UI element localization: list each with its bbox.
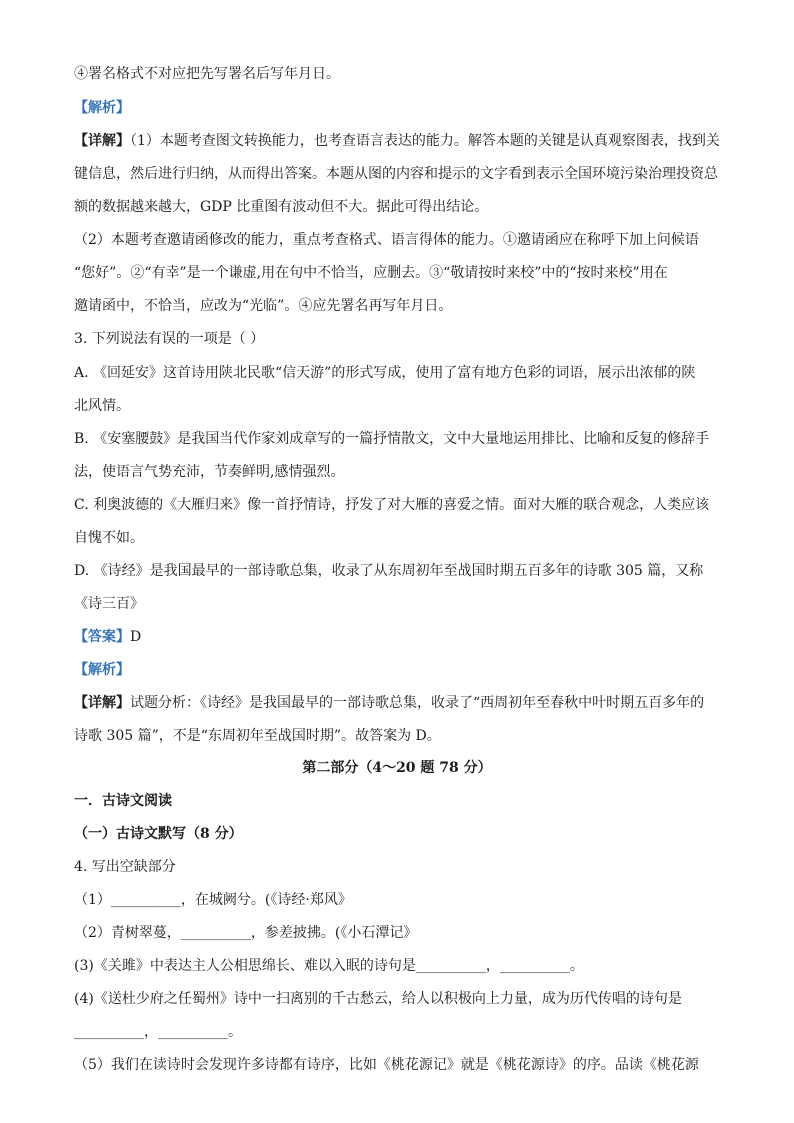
- text-line: “您好”。②“有幸”是一个谦虚,用在句中不恰当，应删去。③“敬请按时来校”中的“按时来校”用在: [74, 265, 668, 281]
- analysis-heading: 【解析】: [74, 100, 130, 116]
- option-b: B. 《安塞腰鼓》是我国当代作家刘成章写的一篇抒情散文，文中大量地运用排比、比喻和反复的修辞手: [74, 431, 710, 447]
- text-line: 法，使语言气势充沛，节奏鲜明,感情强烈。: [74, 464, 345, 480]
- subsection-heading: （一）古诗文默写（8 分）: [74, 826, 243, 842]
- text-line: 邀请函中，不恰当，应改为“光临”。④应先署名再写年月日。: [74, 298, 453, 314]
- text-line: （2）本题考查邀请函修改的能力，重点考查格式、语言得体的能力。①邀请函应在称呼下加上问候语: [74, 232, 699, 248]
- section-heading: 一．古诗文阅读: [74, 793, 172, 809]
- detail-tag: 【详解】: [74, 695, 130, 711]
- text-line: 键信息，然后进行归纳，从而得出答案。本题从图的内容和提示的文字看到表示全国环境污染治理投资总: [74, 166, 718, 182]
- text-line: [74, 693, 734, 713]
- blank-item-1: （1）__________，在城阙兮。(《诗经·郑风》: [74, 892, 352, 908]
- text-span: （1）本题考查图文转换能力，也考查语言表达的能力。解答本题的关键是认真观察图表，找到关: [130, 133, 720, 149]
- blank-item-4: (4)《送杜少府之任蜀州》诗中一扫离别的千古愁云，给人以积极向上力量，成为历代传唱的诗句是: [74, 991, 682, 1007]
- answer-value: D: [130, 629, 142, 645]
- text-line: ④署名格式不对应把先写署名后写年月日。: [74, 66, 340, 82]
- blank-item-2: （2）青树翠蔓，__________，参差披拂。(《小石潭记》: [74, 925, 418, 941]
- option-d: D. 《诗经》是我国最早的一部诗歌总集，收录了从东周初年至战国时期五百多年的诗歌 305 篇，又称: [74, 563, 704, 579]
- option-a: A. 《回延安》这首诗用陕北民歌“信天游”的形式写成，使用了富有地方色彩的词语，展示出浓郁的陕: [74, 365, 696, 381]
- question-4: 4. 写出空缺部分: [74, 859, 176, 875]
- analysis-heading: 【解析】: [74, 662, 130, 678]
- text-line: __________，__________。: [74, 1024, 242, 1040]
- blank-item-3: (3)《关雎》中表达主人公相思绵长、难以入眠的诗句是__________，__________。: [74, 958, 584, 974]
- option-c: C. 利奥波德的《大雁归来》像一首抒情诗，抒发了对大雁的喜爱之情。面对大雁的联合观念，人类应该: [74, 497, 710, 513]
- section-title: 第二部分（4～20 题 78 分）: [302, 760, 492, 776]
- answer-line: [74, 627, 734, 647]
- text-line: 《诗三百》: [74, 596, 144, 612]
- text-line: 诗歌 305 篇”，不是“东周初年至战国时期”。故答案为 D。: [74, 728, 441, 744]
- text-span: 试题分析：《诗经》是我国最早的一部诗歌总集，收录了“西周初年至春秋中叶时期五百多年的: [130, 695, 705, 711]
- text-line: [74, 131, 734, 151]
- text-line: 自愧不如。: [74, 530, 144, 546]
- detail-tag: 【详解】: [74, 133, 130, 149]
- question-3: 3. 下列说法有误的一项是（ ）: [74, 331, 265, 347]
- blank-item-5: （5）我们在读诗时会发现许多诗都有诗序，比如《桃花源记》就是《桃花源诗》的序。品读《桃花源: [74, 1057, 699, 1073]
- answer-tag: 【答案】: [74, 629, 130, 645]
- text-line: 额的数据越来越大，GDP 比重图有波动但不大。据此可得出结论。: [74, 199, 489, 215]
- text-line: 北风情。: [74, 398, 130, 414]
